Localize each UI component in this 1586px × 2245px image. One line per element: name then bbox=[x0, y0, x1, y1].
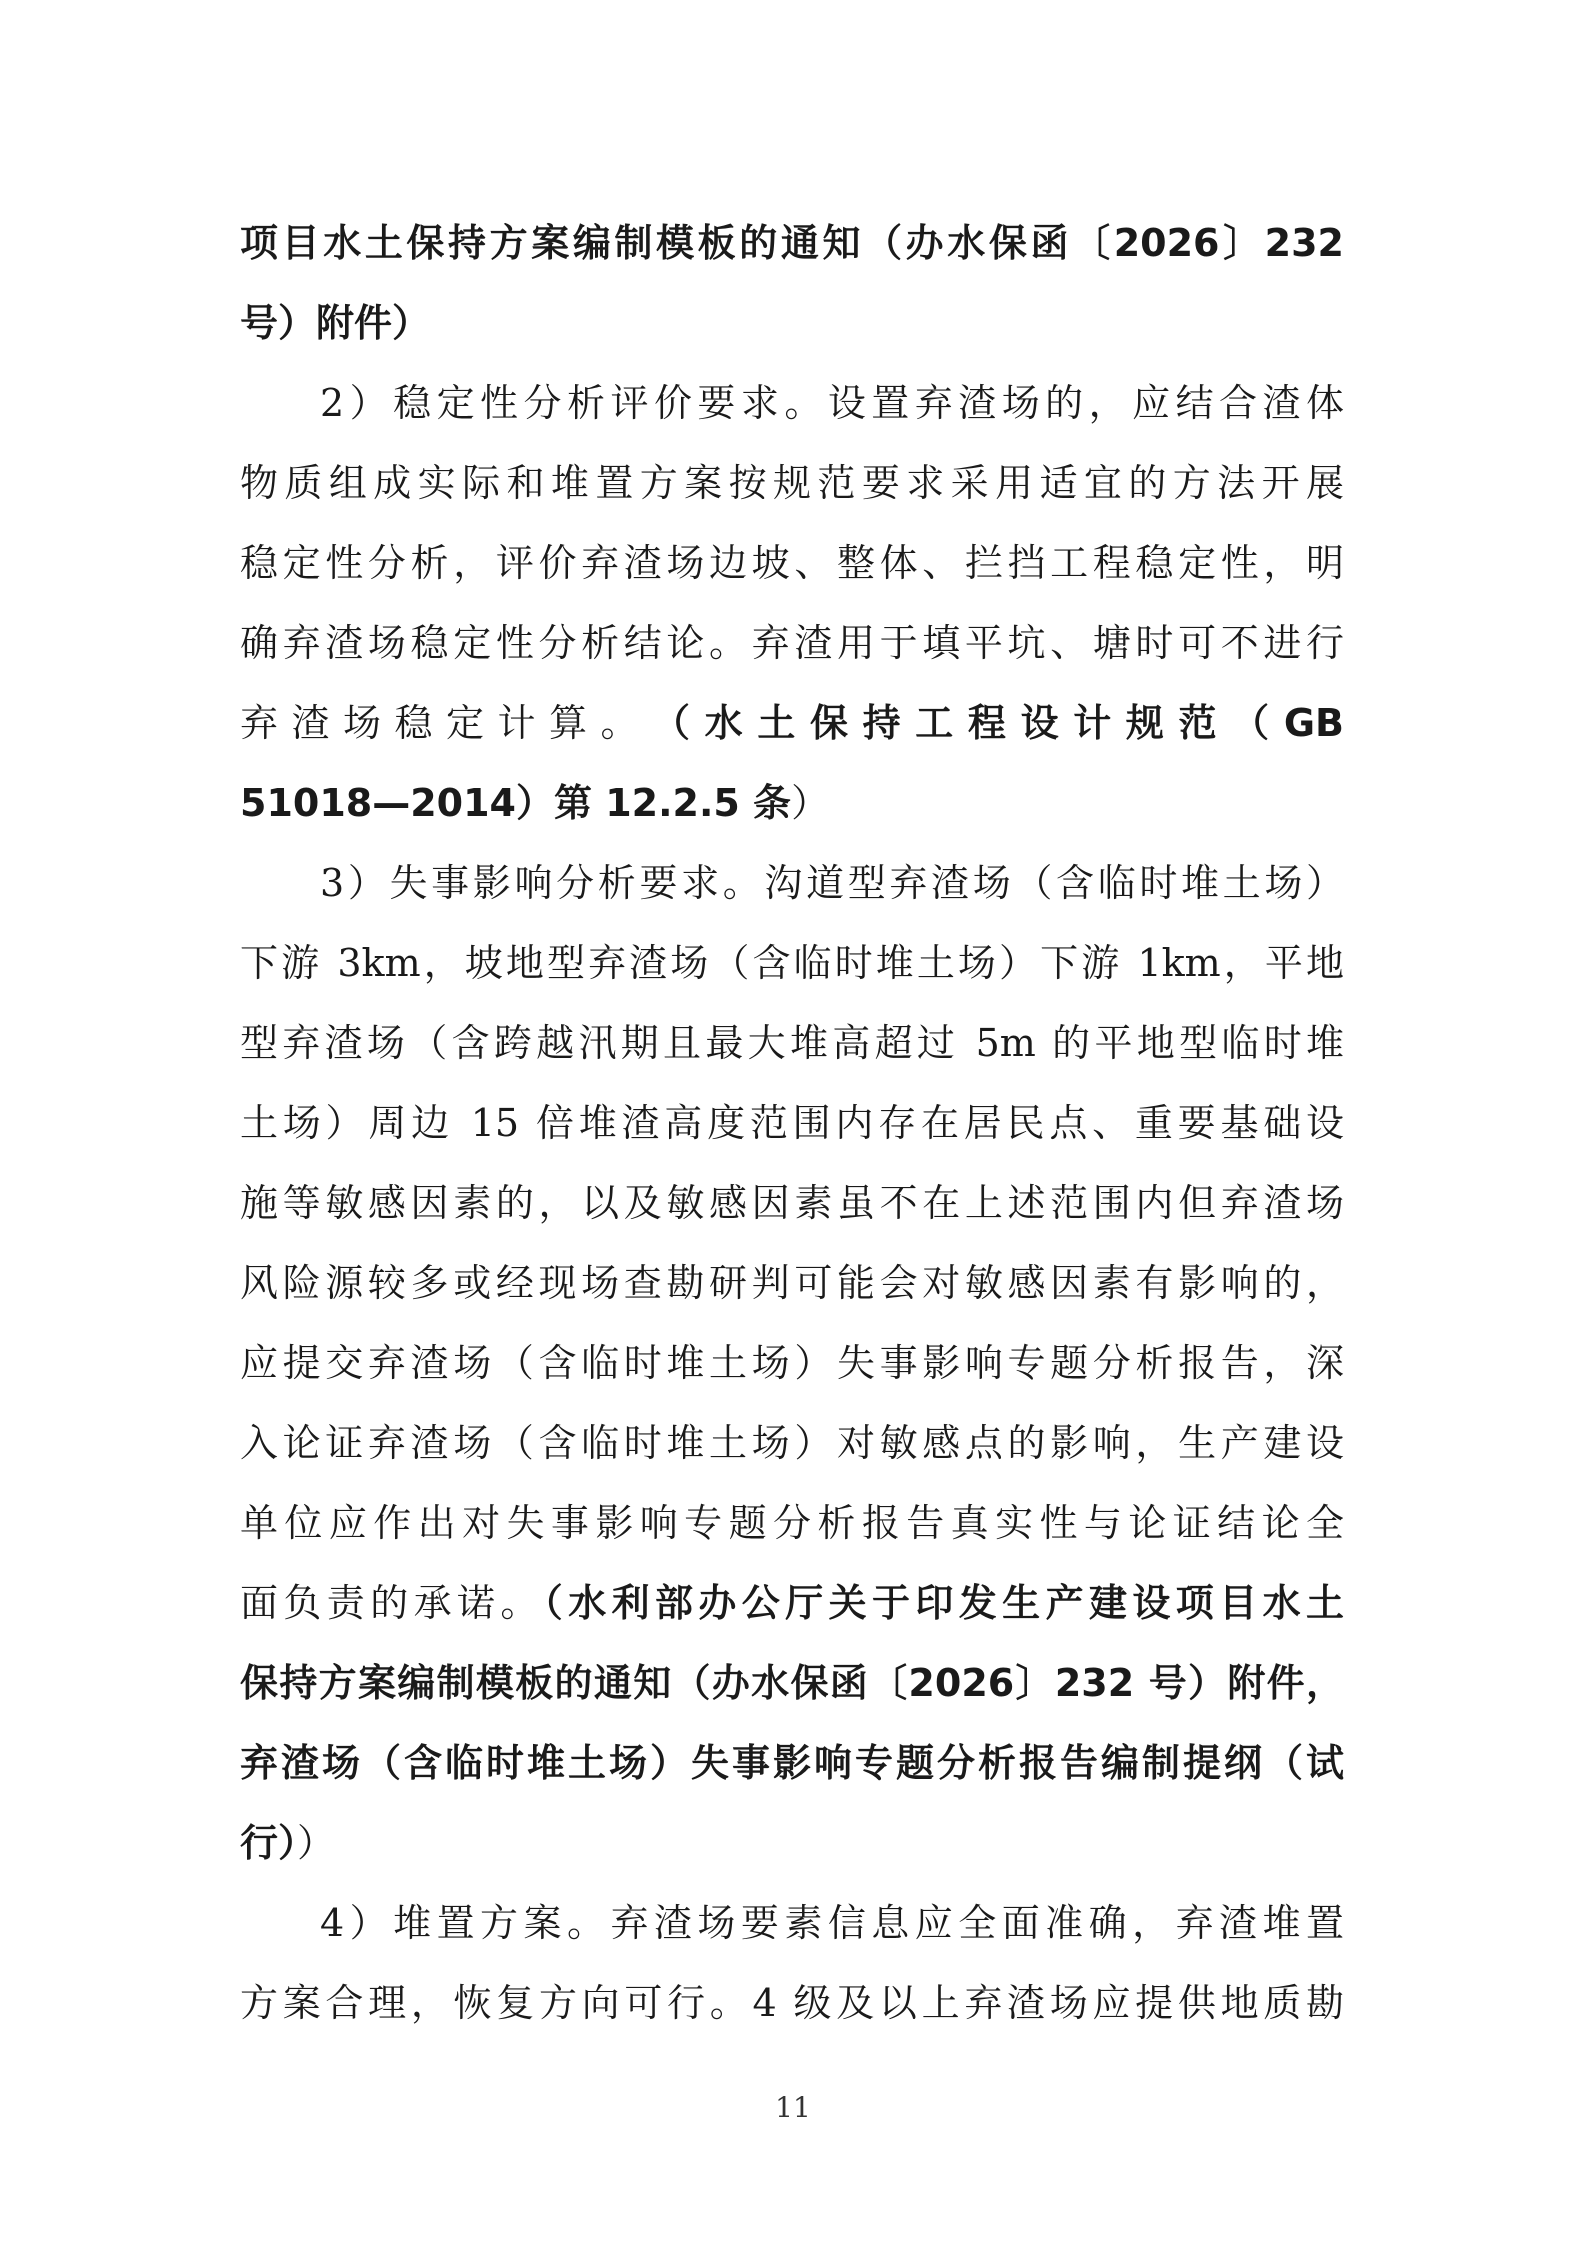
failure-line-5: 施等敏感因素的，以及敏感因素虽不在上述范围内但弃渣场 bbox=[240, 1181, 1344, 1225]
failure-line-4: 土场）周边 15 倍堆渣高度范围内存在居民点、重要基础设 bbox=[240, 1101, 1344, 1145]
failure-line-10 bbox=[240, 1563, 1344, 1643]
failure-line-9: 单位应作出对失事影响专题分析报告真实性与论证结论全 bbox=[240, 1501, 1344, 1545]
failure-line-7: 应提交弃渣场（含临时堆土场）失事影响专题分析报告，深 bbox=[240, 1341, 1344, 1385]
stability-line-2: 物质组成实际和堆置方案按规范要求采用适宜的方法开展 bbox=[240, 461, 1344, 505]
stability-line-6 bbox=[240, 763, 1344, 843]
stability-line-3: 稳定性分析，评价弃渣场边坡、整体、拦挡工程稳定性，明 bbox=[240, 541, 1344, 585]
intro-line-2: 号）附件） bbox=[240, 301, 431, 345]
failure-reference-line-3: 弃渣场（含临时堆土场）失事影响专题分析报告编制提纲（试 bbox=[240, 1741, 1344, 1785]
failure-line-1: 3）失事影响分析要求。沟道型弃渣场（含临时堆土场） bbox=[320, 861, 1344, 905]
stability-line-4: 确弃渣场稳定性分析结论。弃渣用于填平坑、塘时可不进行 bbox=[240, 621, 1344, 665]
stability-line-5 bbox=[240, 683, 1344, 763]
failure-line-13 bbox=[240, 1803, 1344, 1883]
failure-line-3: 型弃渣场（含跨越汛期且最大堆高超过 5m 的平地型临时堆 bbox=[240, 1021, 1344, 1065]
page-number: 11 bbox=[775, 2091, 811, 2124]
failure-closing-paren: ） bbox=[297, 1821, 336, 1865]
dumping-line-1: 4）堆置方案。弃渣场要素信息应全面准确，弃渣堆置 bbox=[320, 1901, 1344, 1945]
failure-reference-end: 行） bbox=[240, 1821, 298, 1865]
intro-line-1: 项目水土保持方案编制模板的通知（办水保函〔2026〕232 bbox=[240, 221, 1344, 265]
stability-line-5-text: 弃 渣 场 稳 定 计 算 。 bbox=[240, 701, 640, 745]
failure-line-8: 入论证弃渣场（含临时堆土场）对敏感点的影响，生产建设 bbox=[240, 1421, 1344, 1465]
failure-line-10-text: 面负责的承诺。 bbox=[240, 1581, 544, 1625]
failure-reference-line-2: 保持方案编制模板的通知（办水保函〔2026〕232 号）附件， bbox=[240, 1661, 1344, 1705]
stability-standard-reference: （ 水 土 保 持 工 程 设 计 规 范 （ GB bbox=[652, 701, 1344, 745]
failure-line-6: 风险源较多或经现场查勘研判可能会对敏感因素有影响的， bbox=[240, 1261, 1344, 1305]
failure-reference-start: （水利部办公厅关于印发生产建设项目水土 bbox=[543, 1581, 1344, 1625]
dumping-line-2: 方案合理，恢复方向可行。4 级及以上弃渣场应提供地质勘 bbox=[240, 1981, 1344, 2025]
stability-line-1: 2）稳定性分析评价要求。设置弃渣场的，应结合渣体 bbox=[320, 381, 1344, 425]
stability-closing-paren: ） bbox=[791, 781, 830, 825]
failure-line-2: 下游 3km，坡地型弃渣场（含临时堆土场）下游 1km，平地 bbox=[240, 941, 1344, 985]
stability-clause-reference: 51018—2014）第 12.2.5 条 bbox=[240, 781, 792, 825]
